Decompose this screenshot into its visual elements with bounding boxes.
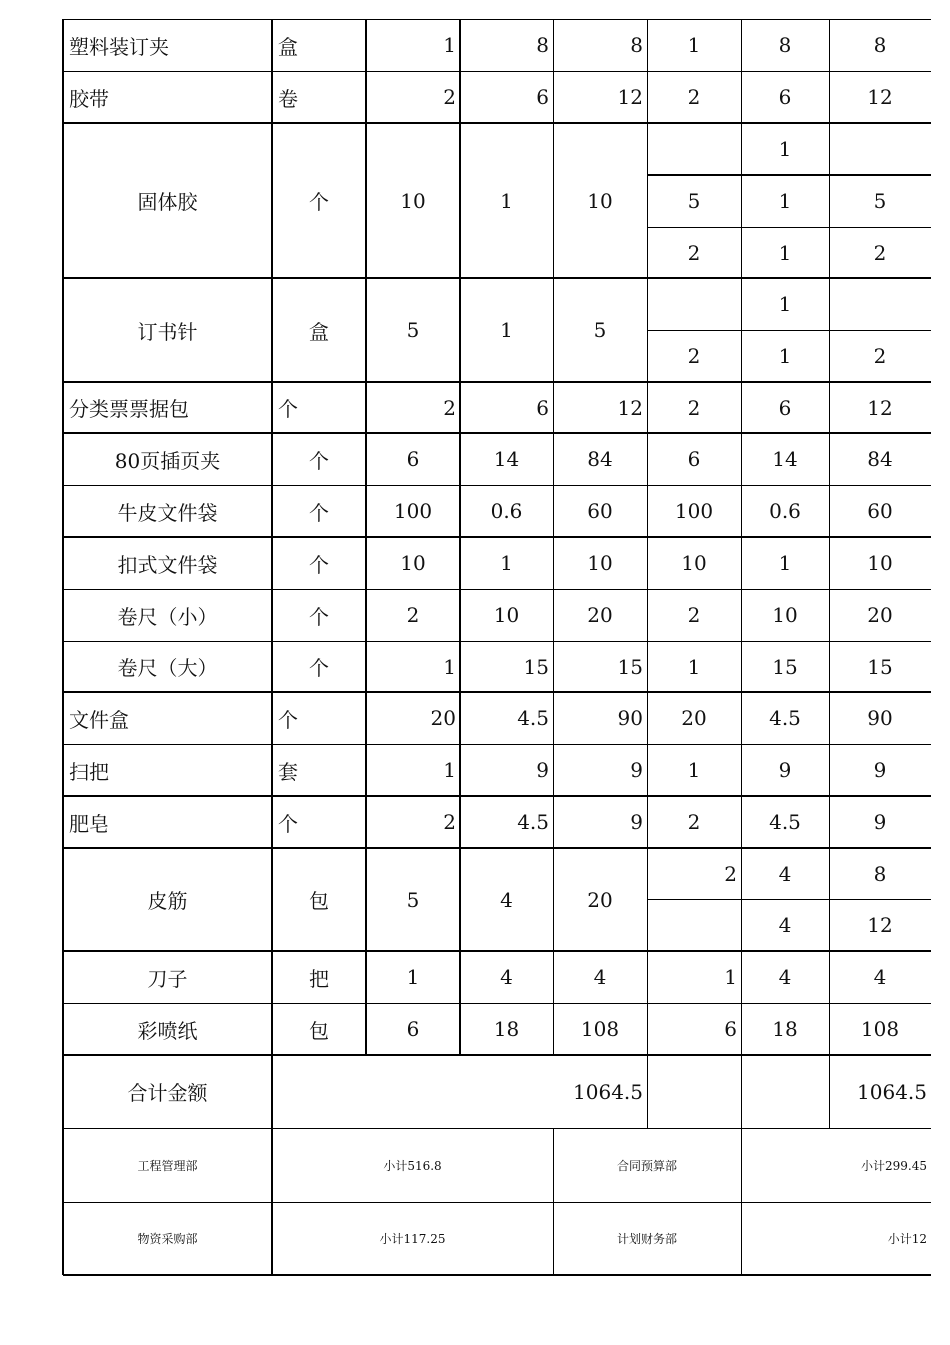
table-cell: 1 — [500, 551, 513, 575]
table-cell: 塑料装订夹 — [69, 34, 169, 59]
table-cell: 1 — [443, 654, 456, 679]
table-cell: 9 — [630, 810, 643, 834]
table-cell: 2 — [873, 240, 887, 265]
table-cell — [647, 1055, 741, 1128]
table-cell: 10 — [867, 551, 893, 575]
table-cell: 卷尺（小） — [117, 604, 218, 629]
table-cell: 4 — [873, 965, 887, 989]
grid-line-h — [63, 485, 931, 486]
table-cell: 1 — [778, 137, 792, 161]
grid-line-h — [63, 950, 931, 952]
table-cell — [741, 1055, 829, 1128]
table-cell: 90 — [867, 706, 893, 730]
grid-line-h — [63, 122, 931, 124]
table-cell: 14 — [493, 447, 520, 471]
table-cell: 108 — [860, 1017, 900, 1041]
table-cell: 20 — [587, 603, 613, 627]
table-cell: 84 — [587, 447, 613, 471]
table-cell: 1 — [687, 758, 701, 782]
table-cell: 6 — [406, 447, 420, 471]
table-cell: 8 — [873, 33, 887, 57]
grid-line-h — [63, 19, 931, 20]
table-cell: 6 — [778, 85, 792, 109]
table-cell: 8 — [630, 33, 643, 57]
table-cell: 12 — [617, 395, 643, 420]
table-cell: 4 — [778, 965, 792, 989]
table-cell: 1 — [724, 965, 737, 989]
table-cell: 1 — [500, 188, 513, 213]
table-cell: 15 — [617, 654, 643, 679]
table-cell: 1 — [778, 344, 792, 368]
table-cell: 皮筋 — [147, 889, 188, 913]
table-cell: 2 — [443, 85, 456, 109]
table-cell: 10 — [493, 603, 520, 627]
table-cell: 计划财务部 — [616, 1232, 677, 1246]
table-cell: 个 — [309, 500, 329, 525]
table-cell: 2 — [687, 810, 701, 834]
table-cell: 1 — [443, 33, 456, 57]
table-cell: 4.5 — [769, 706, 801, 730]
table-cell — [647, 123, 741, 175]
table-cell: 10 — [681, 551, 707, 575]
table-cell: 2 — [687, 240, 701, 265]
table-cell: 6 — [724, 1017, 737, 1041]
table-cell: 套 — [278, 759, 298, 784]
table-cell: 2 — [687, 85, 701, 109]
table-cell: 5 — [406, 318, 420, 342]
table-cell: 18 — [772, 1017, 798, 1041]
grid-line-h — [63, 71, 931, 72]
table-cell: 小计117.25 — [379, 1232, 446, 1246]
table-cell: 盒 — [278, 34, 298, 59]
table-cell: 6 — [687, 447, 701, 471]
table-cell: 0.6 — [769, 499, 801, 523]
grid-line-h — [63, 432, 931, 434]
grid-line-h — [63, 847, 931, 849]
table-cell: 8 — [873, 861, 887, 886]
table-cell: 合计金额 — [127, 1081, 208, 1105]
table-cell: 9 — [778, 758, 792, 782]
table-cell: 物资采购部 — [137, 1232, 198, 1246]
table-cell: 1 — [406, 965, 420, 989]
table-cell: 20 — [587, 887, 613, 912]
table-cell: 2 — [406, 603, 420, 627]
grid-line-v — [553, 19, 554, 1055]
table-cell: 个 — [309, 448, 329, 473]
table-cell: 彩喷纸 — [137, 1018, 198, 1043]
table-cell: 100 — [674, 499, 714, 523]
grid-line-h — [63, 1128, 931, 1129]
table-cell: 合同预算部 — [616, 1158, 677, 1173]
table-cell: 订书针 — [137, 319, 198, 344]
grid-line-h — [647, 330, 931, 331]
table-cell: 9 — [873, 810, 887, 834]
grid-line-v — [647, 19, 648, 1128]
grid-line-h — [63, 1274, 931, 1276]
table-cell: 刀子 — [147, 966, 188, 991]
table-cell: 1064.5 — [857, 1079, 927, 1104]
table-cell: 2 — [873, 344, 887, 368]
grid-line-h — [63, 795, 931, 797]
table-cell: 工程管理部 — [137, 1158, 198, 1173]
table-cell: 108 — [580, 1017, 620, 1041]
table-cell: 文件盒 — [69, 707, 129, 732]
grid-line-h — [647, 899, 931, 900]
table-cell: 个 — [309, 656, 329, 680]
table-cell: 4 — [778, 861, 792, 886]
table-cell: 1 — [687, 654, 701, 679]
table-cell: 20 — [681, 706, 707, 730]
grid-line-h — [647, 227, 931, 228]
table-cell: 1 — [500, 318, 513, 342]
table-cell: 个 — [309, 604, 329, 629]
table-cell — [647, 278, 741, 330]
table-cell: 1 — [687, 33, 701, 57]
grid-line-v — [553, 1128, 554, 1275]
table-cell: 4.5 — [769, 810, 801, 834]
table-cell: 15 — [772, 654, 798, 679]
table-cell: 固体胶 — [137, 190, 198, 214]
table-cell: 2 — [443, 395, 456, 420]
table-cell: 80页插页夹 — [114, 448, 221, 473]
table-cell: 4 — [500, 965, 513, 989]
table-cell: 盒 — [309, 319, 329, 344]
table-cell — [829, 123, 931, 175]
table-cell: 5 — [406, 887, 420, 912]
grid-line-v — [829, 19, 830, 1128]
table-cell: 12 — [867, 395, 893, 420]
table-cell: 个 — [309, 190, 329, 214]
table-cell: 12 — [617, 85, 643, 109]
table-cell: 2 — [443, 810, 456, 834]
table-cell: 1064.5 — [573, 1079, 643, 1104]
table-cell: 9 — [873, 758, 887, 782]
table-cell: 2 — [687, 344, 701, 368]
table-cell — [829, 278, 931, 330]
grid-line-h — [63, 381, 931, 383]
table-cell: 包 — [309, 1018, 329, 1043]
table-cell: 6 — [406, 1017, 420, 1041]
table-cell: 60 — [867, 499, 893, 523]
table-cell: 18 — [493, 1017, 520, 1041]
table-cell: 1 — [778, 292, 792, 316]
grid-line-h — [63, 277, 931, 279]
table-cell: 卷尺（大） — [117, 656, 218, 680]
table-cell: 小计12 — [887, 1232, 927, 1246]
table-cell: 60 — [587, 499, 613, 523]
table-cell: 个 — [278, 707, 298, 732]
grid-line-h — [63, 641, 931, 642]
grid-line-h — [63, 691, 931, 693]
table-cell: 扣式文件袋 — [117, 552, 218, 577]
table-cell — [647, 899, 741, 951]
table-cell: 20 — [430, 706, 456, 730]
table-cell: 个 — [278, 811, 298, 836]
table-cell: 1 — [443, 758, 456, 782]
table-cell: 15 — [867, 654, 893, 679]
grid-line-h — [63, 1054, 931, 1056]
table-cell: 8 — [536, 33, 549, 57]
table-cell: 6 — [536, 395, 549, 420]
table-cell: 10 — [400, 188, 426, 213]
grid-line-h — [63, 744, 931, 745]
table-cell: 胶带 — [69, 86, 109, 111]
table-cell: 4.5 — [517, 706, 549, 730]
table-cell: 个 — [309, 552, 329, 577]
table-cell: 84 — [867, 447, 893, 471]
table-cell: 个 — [278, 397, 298, 421]
table-cell: 4 — [500, 887, 513, 912]
table-cell: 100 — [393, 499, 433, 523]
table-cell: 4 — [778, 913, 792, 937]
table-cell: 90 — [617, 706, 643, 730]
grid-line-h — [63, 1003, 931, 1004]
table-cell: 2 — [687, 603, 701, 627]
grid-line-v — [62, 19, 64, 1275]
table-cell: 10 — [772, 603, 798, 627]
grid-line-v — [459, 19, 461, 1055]
table-cell: 卷 — [278, 86, 298, 111]
table-cell: 小计299.45 — [861, 1158, 927, 1173]
grid-line-v — [741, 19, 742, 1275]
grid-line-v — [365, 19, 367, 1055]
table-cell: 4 — [593, 965, 607, 989]
table-cell: 10 — [587, 188, 613, 213]
table-cell: 6 — [778, 395, 792, 420]
table-cell: 1 — [778, 551, 792, 575]
table-cell: 15 — [523, 654, 549, 679]
table-cell: 9 — [536, 758, 549, 782]
table-cell: 10 — [587, 551, 613, 575]
table-cell: 12 — [867, 913, 893, 937]
table-cell: 把 — [309, 966, 329, 991]
table-cell: 2 — [687, 395, 701, 420]
grid-line-h — [63, 1202, 931, 1203]
table-cell: 20 — [867, 603, 893, 627]
grid-line-h — [63, 589, 931, 590]
table-cell: 10 — [400, 551, 426, 575]
table-cell: 1 — [778, 189, 792, 213]
table-cell: 包 — [309, 889, 329, 913]
table-cell: 小计516.8 — [383, 1158, 442, 1173]
table-cell: 扫把 — [69, 759, 109, 784]
table-cell: 2 — [724, 861, 737, 886]
grid-line-h — [647, 174, 931, 176]
table-cell: 14 — [772, 447, 798, 471]
table-cell: 4.5 — [517, 810, 549, 834]
table-cell: 6 — [536, 85, 549, 109]
table-cell: 分类票票据包 — [69, 397, 189, 421]
table-cell: 9 — [630, 758, 643, 782]
table-cell: 8 — [778, 33, 792, 57]
table-cell: 5 — [593, 318, 607, 342]
table-cell: 5 — [873, 189, 887, 213]
table-cell: 0.6 — [490, 499, 523, 523]
table-cell: 牛皮文件袋 — [117, 500, 218, 525]
grid-line-h — [63, 536, 931, 538]
table-cell: 1 — [778, 240, 792, 265]
table-cell: 5 — [687, 189, 701, 213]
grid-line-v — [271, 19, 273, 1275]
table-cell: 12 — [867, 85, 893, 109]
table-cell: 肥皂 — [69, 811, 109, 836]
